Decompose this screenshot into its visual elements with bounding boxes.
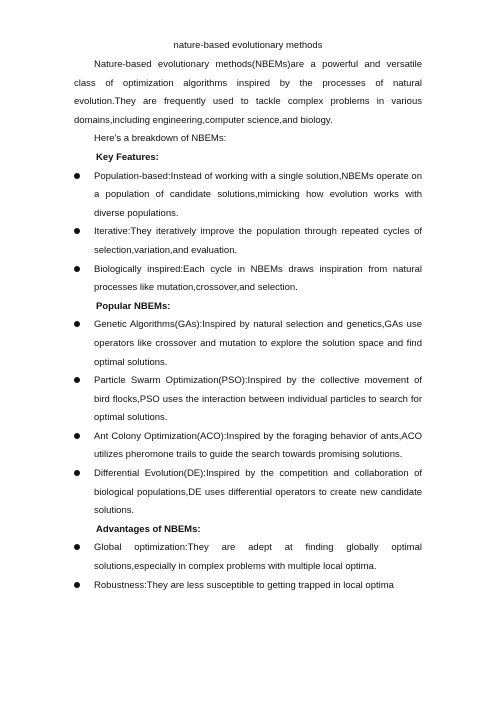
list-item bbox=[74, 465, 422, 521]
list-item bbox=[74, 261, 422, 298]
breakdown-line: Here's a breakdown of NBEMs: bbox=[94, 133, 227, 145]
list-item bbox=[74, 539, 422, 576]
bullet-icon bbox=[74, 433, 80, 439]
bullet-icon bbox=[74, 377, 80, 383]
list-item bbox=[74, 223, 422, 260]
bullet-icon bbox=[74, 266, 80, 272]
list-item-text: Global optimization:They are adept at finding globally optimal solutions,especially in complex problems with multiple local optima. bbox=[94, 542, 422, 573]
section-heading-key-features: Key Features: bbox=[96, 151, 159, 163]
bullet-icon bbox=[74, 173, 80, 179]
section-heading-popular-nbems: Popular NBEMs: bbox=[96, 300, 171, 312]
section-heading-advantages: Advantages of NBEMs: bbox=[96, 523, 201, 535]
list-item-text: Ant Colony Optimization(ACO):Inspired by the foraging behavior of ants,ACO utilizes pheromone trails to guide the search towards promising solutions. bbox=[94, 430, 422, 461]
document-title: nature-based evolutionary methods bbox=[173, 40, 323, 51]
bullet-icon bbox=[74, 544, 80, 550]
list-item bbox=[74, 428, 422, 465]
list-item-text: Biologically inspired:Each cycle in NBEMs draws inspiration from natural processes like mutation,crossover,and selection. bbox=[94, 263, 422, 294]
list-item bbox=[74, 372, 422, 428]
bullet-icon bbox=[74, 470, 80, 476]
list-item-text: Robustness:They are less susceptible to getting trapped in local optima bbox=[94, 579, 394, 591]
list-item bbox=[74, 577, 422, 596]
list-item-text: Population-based:Instead of working with a single solution,NBEMs operate on a population of candidate solutions,mimicking how evolution works with diverse populations. bbox=[94, 170, 422, 219]
list-item bbox=[74, 316, 422, 372]
list-item-text: Genetic Algorithms(GAs):Inspired by natural selection and genetics,GAs use operators like crossover and mutation to explore the solution space and find optimal solutions. bbox=[94, 319, 422, 368]
list-item-text: Particle Swarm Optimization(PSO):Inspired by the collective movement of bird flocks,PSO uses the interaction between individual particles to search for optimal solutions. bbox=[94, 375, 422, 424]
list-item-text: Differential Evolution(DE):Inspired by the competition and collaboration of biological populations,DE uses differential operators to create new candidate solutions. bbox=[94, 468, 422, 517]
bullet-icon bbox=[74, 228, 80, 234]
bullet-icon bbox=[74, 582, 80, 588]
intro-paragraph: Nature-based evolutionary methods(NBEMs)are a powerful and versatile class of optimization algorithms inspired by the processes of natural evolution.They are frequently used to tackle complex problems in various domains,including engineering,computer science,and biology. bbox=[74, 59, 422, 126]
bullet-icon bbox=[74, 321, 80, 327]
list-item bbox=[74, 168, 422, 224]
list-item-text: Iterative:They iteratively improve the population through repeated cycles of selection,variation,and evaluation. bbox=[94, 226, 422, 256]
document-body bbox=[74, 56, 422, 595]
